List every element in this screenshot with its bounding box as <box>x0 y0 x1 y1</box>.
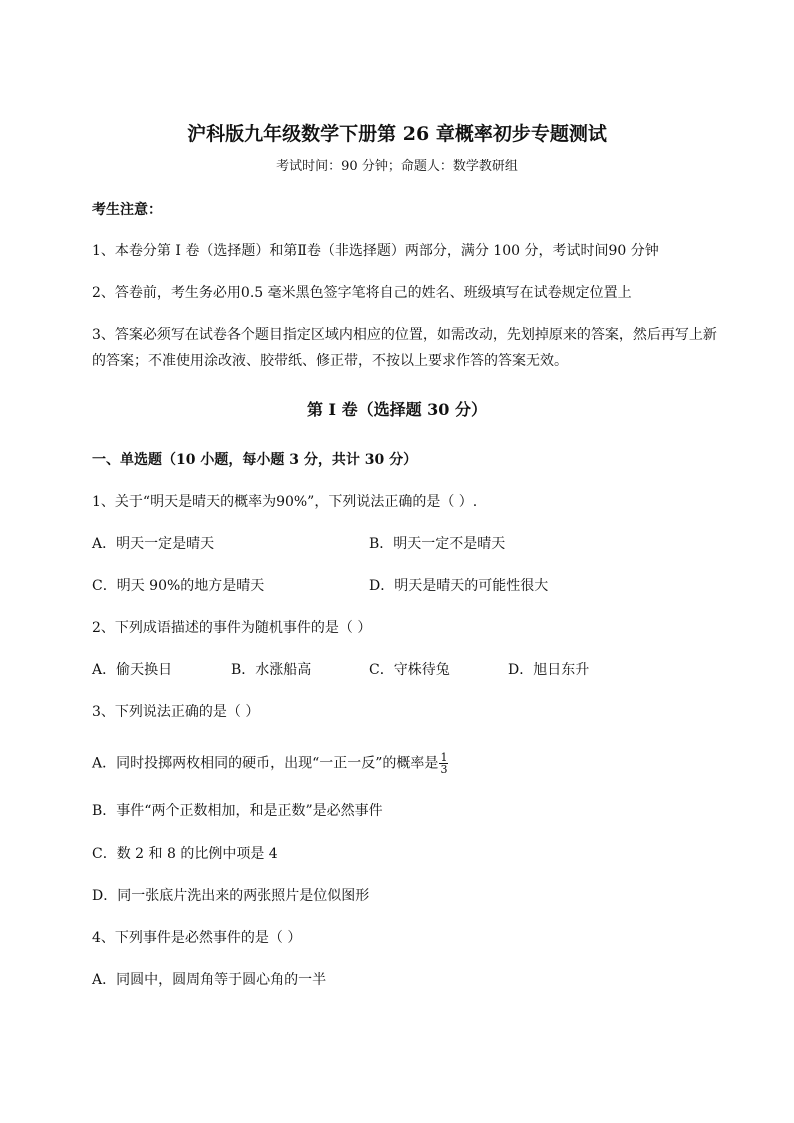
notice-item: 3、答案必须写在试卷各个题目指定区域内相应的位置，如需改动，先划掉原来的答案，然后再写上新 <box>92 327 717 343</box>
part-heading: 一、单选题（10 小题，每小题 3 分，共计 30 分） <box>92 452 418 468</box>
exam-info: 考试时间：90 分钟；命题人：数学教研组 <box>276 159 518 174</box>
option-c: C．明天 90%的地方是晴天 <box>92 578 265 594</box>
page-title: 沪科版九年级数学下册第 26 章概率初步专题测试 <box>187 123 607 145</box>
question-stem: 2、下列成语描述的事件为随机事件的是（ ） <box>92 620 372 636</box>
option-c: C．守株待兔 <box>369 662 450 678</box>
option-c: C．数 2 和 8 的比例中项是 4 <box>92 846 278 862</box>
option-b: B．水涨船高 <box>231 662 312 678</box>
fraction <box>439 752 448 775</box>
section-title: 第 I 卷（选择题 30 分） <box>306 400 488 419</box>
notice-item: 的答案；不准使用涂改液、胶带纸、修正带，不按以上要求作答的答案无效。 <box>92 353 568 369</box>
notice-item: 1、本卷分第 I 卷（选择题）和第Ⅱ卷（非选择题）两部分，满分 100 分，考试时间90 分钟 <box>92 243 659 259</box>
option-d: D．同一张底片洗出来的两张照片是位似图形 <box>92 888 370 904</box>
option-d: D．明天是晴天的可能性很大 <box>369 578 549 594</box>
fraction-denominator: 3 <box>440 763 448 776</box>
question-stem: 3、下列说法正确的是（ ） <box>92 704 260 720</box>
option-b: B．明天一定不是晴天 <box>369 536 506 552</box>
option-a <box>92 752 448 775</box>
option-a-text: A．同时投掷两枚相同的硬币，出现“一正一反”的概率是 <box>92 755 439 772</box>
notice-heading: 考生注意： <box>92 202 162 218</box>
option-a: A．明天一定是晴天 <box>92 536 215 552</box>
option-b: B．事件“两个正数相加，和是正数”是必然事件 <box>92 803 383 819</box>
notice-item: 2、答卷前，考生务必用0.5 毫米黑色签字笔将自己的姓名、班级填写在试卷规定位置上 <box>92 285 632 301</box>
option-a: A．偷天换日 <box>92 662 173 678</box>
question-stem: 1、关于“明天是晴天的概率为90%”，下列说法正确的是（ ）. <box>92 494 478 510</box>
option-a: A．同圆中，圆周角等于圆心角的一半 <box>92 972 327 988</box>
option-d: D．旭日东升 <box>508 662 590 678</box>
fraction-numerator: 1 <box>440 751 448 764</box>
question-stem: 4、下列事件是必然事件的是（ ） <box>92 930 302 946</box>
